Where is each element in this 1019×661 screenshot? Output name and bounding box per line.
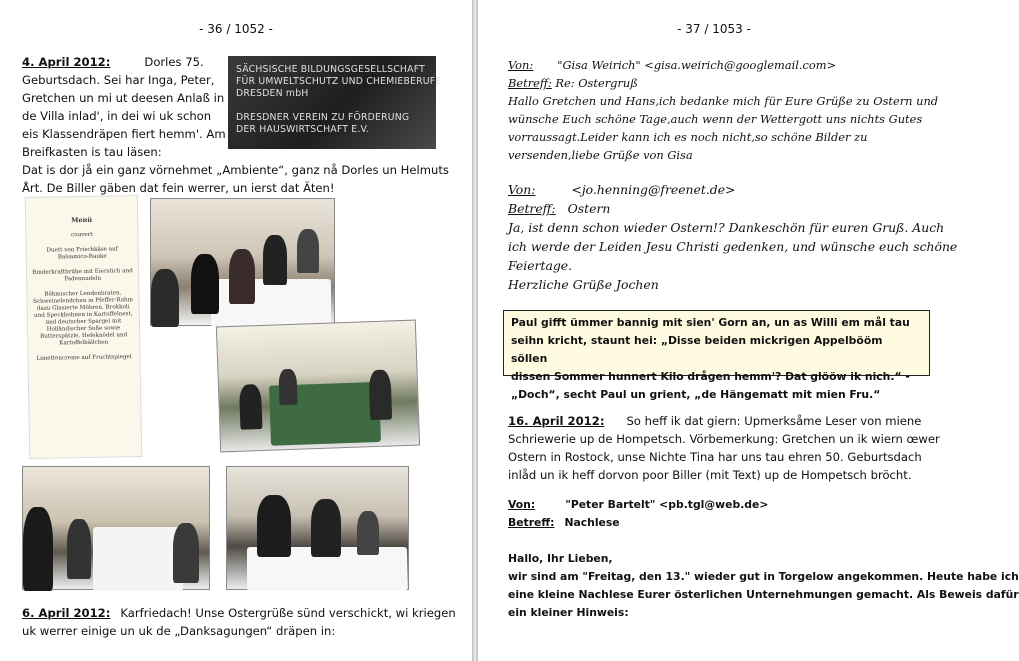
paragraph-line: eis Klassendräpen fiert hemm'. Am xyxy=(22,127,226,141)
page-number-right: - 37 / 1053 - xyxy=(677,22,751,36)
paragraph-line: Dorles 75. xyxy=(144,55,204,69)
letterbox-sign-photo xyxy=(228,56,442,149)
email-jochen xyxy=(508,180,957,294)
paragraph-line: de Villa inlad', in dei wi uk schon xyxy=(22,109,212,123)
email-body-line: ein kleiner Hinweis: xyxy=(508,606,629,619)
from-value: "Peter Bartelt" <pb.tgl@web.de> xyxy=(565,498,769,511)
subject-value: Re: Ostergruß xyxy=(555,76,638,90)
menu-item: Limettencreme auf Fruchtspiegel xyxy=(36,354,132,362)
email-body-line: ich werde der Leiden Jesu Christi gedenken, und wünsche euch schöne xyxy=(508,239,958,254)
joke-line: „Doch“, secht Paul un grient, „de Hängematt mit mien Fru.“ xyxy=(511,388,881,401)
paragraph-line: Karfriedach! Unse Ostergrüße sünd verschickt, wi kriegen xyxy=(120,606,456,620)
email-body-line: Ja, ist denn schon wieder Ostern!? Dankeschön für euren Gruß. Auch xyxy=(508,220,945,235)
subject-label: Betreff: xyxy=(508,76,552,90)
date-heading: 4. April 2012: xyxy=(22,55,111,69)
email-body-line: Hallo Gretchen und Hans,ich bedanke mich für Eure Grüße zu Ostern und xyxy=(508,94,939,108)
from-value: "Gisa Weirich" <gisa.weirich@googlemail.com> xyxy=(557,58,837,72)
sign-line: DRESDEN mbH xyxy=(236,88,309,99)
paragraph-line: Schriewerie up de Hompetsch. Vörbemerkung: Gretchen un ik wiern œwer xyxy=(508,432,940,446)
email-peter xyxy=(508,496,1019,622)
email-body-line: versenden,liebe Grüße von Gisa xyxy=(508,148,693,162)
paragraph-line: Ostern in Rostock, unse Nichte Tina har uns tau ehren 50. Geburtsdach xyxy=(508,450,922,464)
from-label: Von: xyxy=(508,182,536,197)
email-body-line: wir sind am "Freitag, den 13." wieder gut in Torgelow angekommen. Heute habe ich xyxy=(508,570,1019,583)
from-label: Von: xyxy=(508,58,534,72)
subject-value: Nachlese xyxy=(564,516,620,529)
menu-item: Böhmischer Lendenbraten, Schweinelendchen in Pfeffer-Rahm dazu Glasierte Möhren, Brokkoli und Speckbohnen in Kartoffelnest, und deutscher Spargel mit Holländischer Soße sowie Butterspätzle, Hefeknödel und Kartoffelbällchen xyxy=(33,290,133,347)
paragraph-line: Årt. De Biller gäben dat fein werrer, un ierst dat Äten! xyxy=(22,181,335,195)
joke-box xyxy=(503,310,930,401)
email-gisa xyxy=(508,56,938,164)
menu-item: Duett von Frischkäse auf Balsamico-Rauke xyxy=(46,246,118,261)
email-body-line: Hallo, Ihr Lieben, xyxy=(508,552,613,565)
paragraph-line: Gretchen un mi ut deesen Anlaß in xyxy=(22,91,225,105)
paragraph-line: uk werrer einige un uk de „Danksagungen“ dräpen in: xyxy=(22,624,336,638)
section-april-6 xyxy=(22,604,456,640)
left-page xyxy=(0,0,472,661)
email-body-line: vorraussagt.Leider kann ich es noch nicht,so schöne Bilder zu xyxy=(508,130,868,144)
paragraph-line: Breifkasten is tau läsen: xyxy=(22,145,162,159)
joke-line: dissen Sommer hunnert Kilo drågen hemm'? Dat glööw ik nich.“ - xyxy=(511,370,910,383)
menu-title: Menü xyxy=(71,215,93,225)
email-body-line: wünsche Euch schöne Tage,auch wenn der Wettergott uns nichts Gutes xyxy=(508,112,923,126)
page-number-left: - 36 / 1052 - xyxy=(199,22,273,36)
sign-line: DER HAUSWIRTSCHAFT E.V. xyxy=(236,124,370,135)
dinner-photo-2 xyxy=(216,320,420,453)
menu-card-photo xyxy=(25,195,143,459)
paragraph-line: inlåd un ik heff dorvon poor Biller (mit Text) up de Hompetsch bröcht. xyxy=(508,468,912,482)
paragraph-line: Dat is dor jå ein ganz vörnehmet „Ambiente“, ganz nå Dorles un Helmuts xyxy=(22,163,449,177)
dinner-photo-4 xyxy=(226,466,409,590)
paragraph-line: So heff ik dat giern: Upmerksåme Leser von miene xyxy=(626,414,922,428)
email-body-line: Feiertage. xyxy=(508,258,573,273)
from-value: <jo.henning@freenet.de> xyxy=(571,182,736,197)
email-body-line: Herzliche Grüße Jochen xyxy=(508,277,659,292)
dinner-photo-3 xyxy=(22,466,210,590)
date-heading: 16. April 2012: xyxy=(508,414,605,428)
subject-label: Betreff: xyxy=(508,516,555,529)
sign-line xyxy=(236,100,428,112)
subject-label: Betreff: xyxy=(508,201,556,216)
email-body-line: eine kleine Nachlese Eurer österlichen Unternehmungen gemacht. Als Beweis dafür xyxy=(508,588,1019,601)
menu-item: Rinderkraftbrühe mit Eierstich und Fadennudeln xyxy=(32,268,133,283)
sign-line: SÄCHSISCHE BILDUNGSGESELLSCHAFT xyxy=(236,64,425,75)
from-label: Von: xyxy=(508,498,536,511)
date-heading: 6. April 2012: xyxy=(22,606,111,620)
subject-value: Ostern xyxy=(567,201,611,216)
sign-line: FÜR UMWELTSCHUTZ UND CHEMIEBERUFE xyxy=(236,76,442,87)
dinner-photo-1 xyxy=(150,198,335,326)
sign-line: DRESDNER VEREIN ZU FÖRDERUNG xyxy=(236,112,410,123)
section-april-16 xyxy=(508,412,940,484)
paragraph-line: Geburtsdach. Sei har Inga, Peter, xyxy=(22,73,215,87)
joke-line: seihn kricht, staunt hei: „Disse beiden mickrigen Appelbööm söllen xyxy=(511,334,883,365)
joke-line: Paul gifft ümmer bannig mit sien' Gorn an, un as Willi em mål tau xyxy=(511,316,910,329)
menu-item: couvert xyxy=(71,231,93,239)
